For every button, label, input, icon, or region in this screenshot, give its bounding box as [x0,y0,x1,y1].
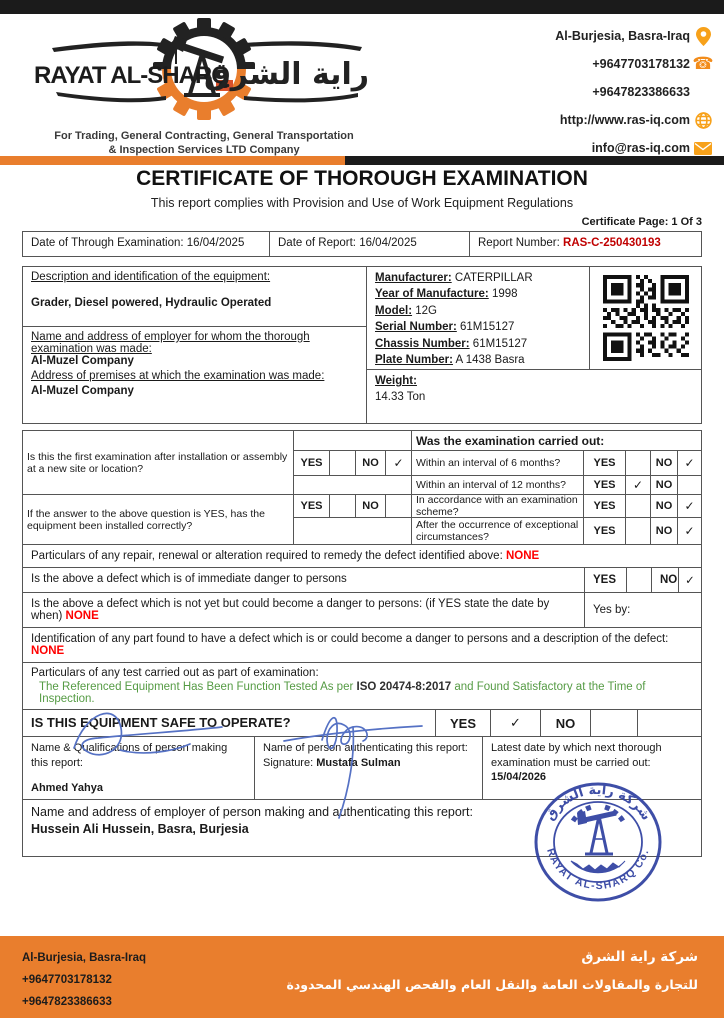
footer-company-name-ar: شركة راية الشرق [581,949,698,965]
serial-value: 61M15127 [460,321,515,334]
plate-value: A 1438 Basra [455,354,525,367]
safe-yes-label: YES [436,710,491,736]
safe-yes-checkbox: ✓ [491,710,541,736]
defect-identification-row [22,627,702,663]
report-employer-value: Hussein Ali Hussein, Basra, Burjesia [31,822,249,836]
certificate-page-indicator: Certificate Page: 1 Of 3 [581,216,702,228]
test-particulars-row [22,662,702,710]
repair-particulars-row [22,544,702,568]
weight-label: Weight: [375,375,417,387]
next-exam-date: 15/04/2026 [491,771,547,783]
divider-black [345,156,724,165]
interval12-no-checkbox [678,476,701,495]
interval12-no-label: NO [651,476,678,495]
premises-label: Address of premises at which the examination was made: [31,370,325,382]
premises-value: Al-Muzel Company [31,385,134,397]
circumstances-no-checkbox: ✓ [684,524,695,538]
danger-yes-label: YES [585,568,627,592]
footer [0,936,724,1018]
tagline-line1: For Trading, General Contracting, General Transportation [54,130,354,142]
scheme-yes-checkbox [626,495,651,518]
report-number-label: Report Number: [478,237,560,249]
page-subtitle: This report complies with Provision and Use of Work Equipment Regulations [150,196,574,210]
contact-phone2-row [506,78,716,106]
maker-name: Ahmed Yahya [31,781,103,794]
qr-code [603,275,689,361]
company-stamp [533,781,663,908]
safe-to-operate-row [22,709,702,737]
contact-block [506,22,716,162]
scheme-no-label: NO [651,495,678,518]
test-statement-part1: The Referenced Equipment Has Been Function Tested As per [39,681,354,693]
footer-contact [22,947,146,1013]
test-iso-standard: ISO 20474-8:2017 [356,681,452,693]
globe-icon [690,112,716,129]
q2-no-label: NO [356,495,386,518]
carried-out-header: Was the examination carried out: [412,431,701,451]
auth-label: Name of person authenticating this report: [263,742,468,754]
repair-value: NONE [505,550,540,562]
examination-table [22,430,702,545]
report-number-value: RAS-C-250430193 [563,237,661,249]
interval6-yes-label: YES [584,451,626,476]
divider-orange [0,156,345,165]
repair-label: Particulars of any repair, renewal or alteration required to remedy the defect identified above: [31,550,503,562]
weight-value: 14.33 Ton [375,391,426,403]
interval6-no-checkbox: ✓ [678,451,701,476]
report-date-label: Date of Report: [278,237,356,249]
weight-cell [367,370,701,423]
report-date-cell [270,232,470,256]
danger-no-label: NO [652,568,679,592]
footer-address: Al-Burjesia, Basra-Iraq [22,952,146,964]
scheme-no-checkbox: ✓ [678,495,701,518]
report-date-value: 16/04/2025 [359,237,417,249]
identification-value: NONE [31,645,65,657]
exam-date-cell [23,232,270,256]
employer-label: Name and address of employer for whom the thorough examination was made: [31,331,310,355]
circumstances-yes-label: YES [584,518,626,544]
equipment-left-column [23,267,367,423]
location-pin-icon [690,27,716,46]
chassis-label: Chassis Number: [375,337,470,350]
manufacturer-label: Manufacturer: [375,272,452,284]
equipment-description-cell [23,267,366,327]
equipment-description-label: Description and identification of the equipment: [31,271,271,283]
dates-table [22,231,702,257]
equipment-right-column [367,267,701,423]
equipment-table [22,266,702,424]
safe-no-label: NO [541,710,591,736]
employer-premises-cell [23,327,366,423]
q2-yes-checkbox [330,495,356,518]
contact-address-row [506,22,716,50]
interval6-no-label: NO [651,451,678,476]
q2-spacer-bottom [294,518,412,544]
circumstances-yes-checkbox [626,518,651,544]
footer-phone1: +9647703178132 [22,974,112,986]
contact-phone1-row [506,50,716,78]
danger-yes-checkbox [627,568,652,592]
manufacturer-value: CATERPILLAR [454,272,533,284]
test-statement-part2: and Found Satisfactory at the Time of Inspection. [39,681,646,705]
future-danger-question: Is the above a defect which is not yet but could become a danger to persons: (if YES state the date by when) [31,598,550,622]
future-danger-question-cell [23,593,585,627]
logo-company-name-en: RAYAT AL-SHARQ [34,62,229,89]
q1-yes-label: YES [294,451,330,476]
interval12-yes-checkbox: ✓ [626,476,651,495]
interval6-question: Within an interval of 6 months? [412,451,584,476]
immediate-danger-row [22,567,702,593]
question-installed-correctly: If the answer to the above question is YES, has the equipment been installed correctly? [23,495,294,544]
interval12-question: Within an interval of 12 months? [412,476,584,495]
report-employer-label: Name and address of employer of person making and authenticating this report: [31,805,473,819]
phone-icon: ☎ [692,54,714,74]
next-exam-label: Latest date by which next thorough examination must be carried out: [491,742,662,769]
envelope-icon [690,142,716,155]
year-value: 1998 [491,288,518,301]
model-value: 12G [415,304,438,317]
auth-signature-label: Signature: [263,756,314,769]
contact-phone1: +9647703178132 [592,57,690,71]
future-danger-value: NONE [65,610,99,622]
safe-empty-cell [638,710,701,736]
q1-no-label: NO [356,451,386,476]
question-first-examination: Is this the first examination after installation or assembly at a new site or location? [23,431,294,495]
auth-name: Mustafa Sulman [316,756,401,769]
interval12-yes-label: YES [584,476,626,495]
contact-website-row [506,106,716,134]
q1-no-checkbox: ✓ [386,451,412,476]
q2-no-checkbox [386,495,412,518]
exam-date-value: 16/04/2025 [186,237,245,249]
logo-company-name-ar: راية الشرق [203,57,369,92]
q1-spacer-top [294,431,412,451]
future-danger-row [22,592,702,628]
stamp-english-text: RAYAT AL-SHARQ Co. [544,846,652,893]
circumstances-no-label: NO [651,518,678,544]
maker-signature-cell [23,737,255,799]
footer-company-arabic [287,944,699,998]
yes-by-cell: Yes by: [593,604,631,616]
footer-phone2: +9647823386633 [22,996,112,1008]
stamp-arabic-text: شركة راية الشرق [542,782,654,824]
test-label: Particulars of any test carried out as part of examination: [31,667,319,679]
tagline-line2: & Inspection Services LTD Company [108,144,300,156]
safe-question: IS THIS EQUIPMENT SAFE TO OPERATE? [23,710,436,736]
equipment-description-value: Grader, Diesel powered, Hydraulic Operated [31,297,272,309]
exam-date-label: Date of Through Examination: [31,237,184,249]
identification-label: Identification of any part found to have a defect which is or could become a danger to persons and a description of the defect: [31,633,669,645]
scheme-yes-label: YES [584,495,626,518]
manufacturer-details-cell [367,267,701,370]
circumstances-question: After the occurrence of exceptional circumstances? [412,518,584,544]
q1-spacer-bottom [294,476,412,495]
q1-yes-checkbox [330,451,356,476]
stamp-pumpjack-icon [577,811,616,854]
contact-website: http://www.ras-iq.com [559,113,690,127]
authenticator-signature-cell [255,737,483,799]
page-title: CERTIFICATE OF THOROUGH EXAMINATION [136,167,588,190]
employer-value: Al-Muzel Company [31,355,134,367]
footer-company-desc-ar: للتجارة والمقاولات العامة والنقل العام والفحص الهندسي المحدودة [286,977,698,992]
danger-no-checkbox: ✓ [685,575,695,587]
immediate-danger-question: Is the above a defect which is of immediate danger to persons [23,568,585,592]
logo-graphic [24,16,384,123]
year-label: Year of Manufacture: [375,288,489,301]
letterhead [0,14,724,156]
model-label: Model: [375,304,413,317]
interval6-yes-checkbox [626,451,651,476]
safe-no-checkbox [591,710,638,736]
divider-bar [0,156,724,165]
scheme-question: In accordance with an examination scheme? [412,495,584,518]
contact-phone2: +9647823386633 [592,85,690,99]
maker-label: Name & Qualifications of person making this report: [31,742,228,769]
q2-yes-label: YES [294,495,330,518]
top-black-bar [0,0,724,14]
certificate-body [22,231,702,857]
contact-address: Al-Burjesia, Basra-Iraq [555,29,690,43]
plate-label: Plate Number: [375,354,453,367]
company-logo [24,16,384,157]
contact-email: info@ras-iq.com [591,141,690,155]
qr-code-cell [589,267,701,369]
chassis-value: 61M15127 [472,337,528,350]
serial-label: Serial Number: [375,321,457,334]
report-number-cell [470,232,701,256]
